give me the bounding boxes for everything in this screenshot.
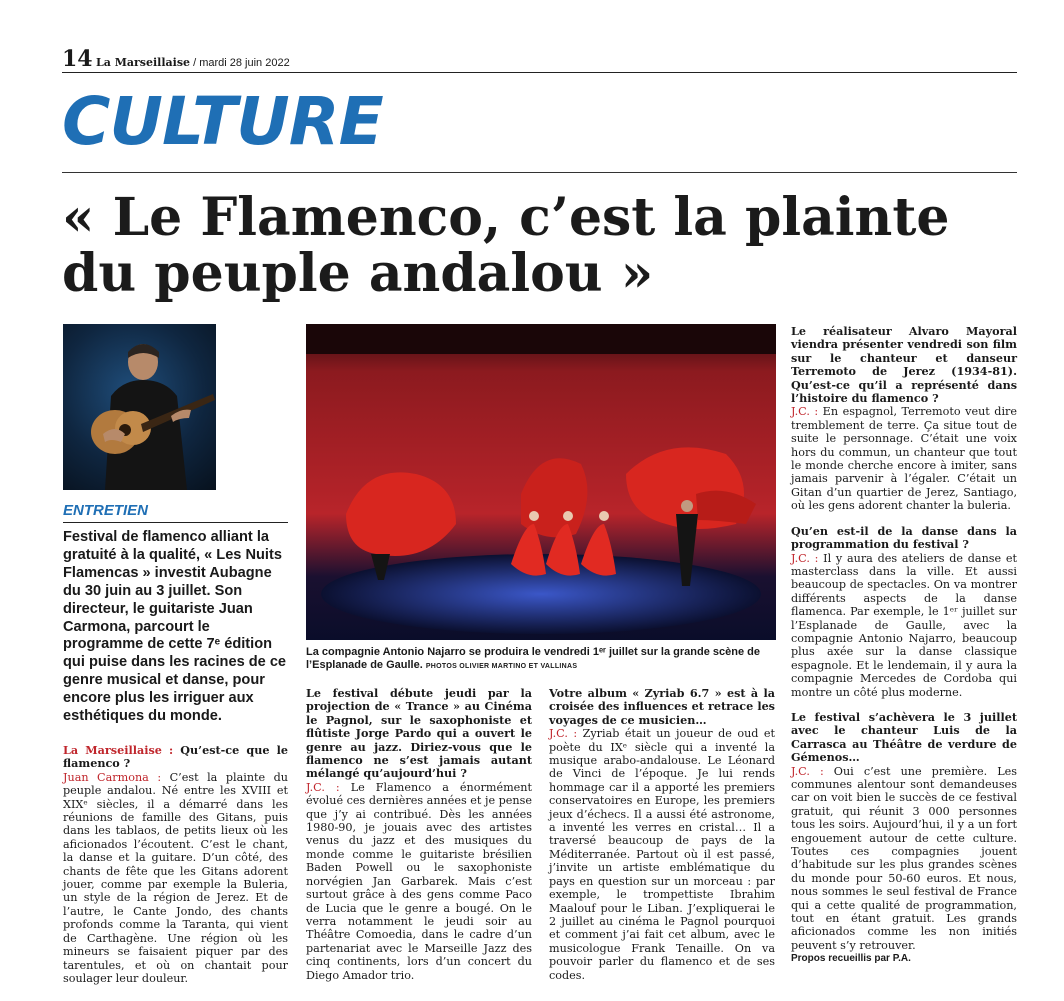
guitarist-portrait (63, 324, 216, 490)
answer-3: Zyriab était un joueur de oud et poète du IXᵉ siècle qui a inventé la musique arabo-andalouse. Le Léonard de Vinci de l’époque. Je lui rends hommage car il a apporté les premiers conservatoires en Europe, les premiers jeux d’échecs. Il a aussi été astronome, a inventé les verres en cristal… Il a traversé beaucoup de pays de la Méditerranée. Partout où il est passé, j’invite un artiste emblématique du pays en question sur un morceau : par exemple, le trompettiste Ibrahim Maalouf pour le Liban. J’expliquerai le 2 juillet au cinéma le Pagnol pourquoi et comment j’ai fait cet album, avec le musicologue Frank Tenaille. On va pouvoir parler du flamenco et de ses codes. (549, 727, 775, 982)
speaker-label: J.C. : (791, 551, 819, 565)
answer-2: Le Flamenco a énormément évolué ces dernières années et je pense que j’y ai contribué. Dès les années 1980-90, je jouais avec des artistes venus du jazz et des musiques du monde comme le guitariste brésilien Baden Powell ou le saxophoniste norvégien Jan Garbarek. Mais c’est surtout grâce à des gens comme Paco de Lucia que le genre a bougé. On le verra notamment le jeudi soir au Théâtre Comoedia, dans le cadre d’un partenariat avec le Marseille Jazz des cinq continents, lors d’un concert du Diego Amador trio. (306, 780, 532, 982)
interviewee-name: Juan Carmona : (63, 770, 162, 784)
speaker-label: J.C. : (549, 727, 578, 741)
column-3 (549, 687, 775, 982)
column-1 (63, 744, 288, 985)
paper-name: La Marseillaise (96, 56, 191, 69)
question-4: Le réalisateur Alvaro Mayoral viendra présenter vendredi son film sur le chanteur et danseur Terremoto de Jerez (1934-81). Qu’est-ce qu’il a représenté dans l’histoire du flamenco ? (791, 324, 1017, 406)
issue-date: / mardi 28 juin 2022 (193, 57, 290, 69)
answer-1: C’est la plainte du peuple andalou. Né entre les XVIII et XIXᵉ siècles, il a démarré dans les réunions de famille des Gitans, puis dans les tablaos, de petits lieux où les aficionados l’écoutent. C’est le chant, la danse et la guitare. D’un côté, des chants de fête que les Gitans adorent jouer, comme par exemple la Buleria, un style de la région de Jerez. Et de l’autre, le Cante Jondo, des chants profonds comme la Taranta, qui vient de Carthagène. Une région où les mineurs se faisaient piquer par des tarentules, et où on chantait pour soulager leur douleur. (63, 770, 288, 985)
speaker-label: J.C. : (791, 764, 824, 778)
question-6: Le festival s’achèvera le 3 juillet avec le chanteur Luis de la Carrasca au Théâtre de verdure de Gémenos… (791, 709, 1017, 765)
column-4 (791, 325, 1017, 966)
publication-line (96, 56, 290, 69)
answer-5: Il y aura des ateliers de danse et masterclass dans la ville. Et aussi beaucoup de spectacles. On va montrer différents aspects de la danse flamenca. Par exemple, le 1ᵉʳ juillet sur l’Esplanade de Gaulle, avec la compagnie Antonio Najarro, beaucoup plus axée sur la danse classique espagnole. Et le lendemain, il y aura la compagnie Mercedes de Cordoba qui montre un côté plus moderne. (791, 551, 1017, 699)
section-rule (62, 172, 1017, 173)
page-number: 14 (62, 46, 93, 72)
answer-4: En espagnol, Terremoto veut dire tremblement de terre. Ça situe tout de suite le personnage. C’était une voix hors du commun, un chanteur que tout le monde cherche encore à imiter, sans jamais parvenir à l’égaler. C’était un Gitan d’un quartier de Jerez, Santiago, où les gens adorent chanter la buleria. (791, 405, 1017, 513)
photo-caption (306, 646, 776, 673)
section-title: CULTURE (62, 83, 383, 160)
article-headline: « Le Flamenco, c’est la plainte du peuple andalou » (62, 187, 950, 304)
question-2: Le festival débute jeudi par la projection de « Trance » au Cinéma le Pagnol, sur le saxophoniste et flûtiste Jorge Pardo qui a ouvert le genre au jazz. Diriez-vous que le flamenco ne s’est jamais autant mélangé qu’aujourd’hui ? (306, 686, 532, 781)
question-1: Qu’est-ce que le flamenco ? (63, 743, 288, 771)
speaker-label: J.C. : (791, 405, 819, 419)
interviewer-name: La Marseillaise : (63, 743, 174, 757)
photo-credit: PHOTOS OLIVIER MARTINO ET VALLINAS (425, 663, 578, 670)
answer-6: Oui c’est une première. Les communes alentour sont demandeuses car on voit bien le succès de ce festival gratuit, qui réunit 3 000 personnes tous les soirs. Aujourd’hui, il y a un fort engouement autour de cette culture. Toutes ces compagnies jouent d’habitude sur les plus grandes scènes du monde pour 50-60 euros. Et nous, nous sommes le seul festival de France qui a cette qualité de programmation, tout en étant gratuit. Les grands aficionados comme les non initiés peuvent s’y retrouver. (791, 764, 1017, 952)
question-3: Votre album « Zyriab 6.7 » est à la croisée des influences et retrace les voyages de ce musicien… (549, 686, 775, 727)
column-2 (306, 687, 532, 982)
kicker-label: ENTRETIEN (63, 502, 288, 523)
question-5: Qu’en est-il de la danse dans la programmation du festival ? (791, 523, 1017, 552)
signature: Propos recueillis par P.A. (791, 953, 911, 965)
caption-text: La compagnie Antonio Najarro se produira le vendredi 1ᵉʳ juillet sur la grande scène de l’Esplanade de Gaulle. (306, 646, 760, 671)
article-intro: Festival de flamenco alliant la gratuité à la qualité, « Les Nuits Flamencas » investit Aubagne du 30 juin au 3 juillet. Son directeur, le guitariste Juan Carmona, parcourt le programme de cette 7ᵉ édition qui puise dans les racines de ce genre musical et danse, pour encore plus les irriguer aux esthétiques du monde. (63, 529, 287, 725)
speaker-label: J.C. : (306, 780, 340, 794)
stage-photo (306, 324, 776, 640)
page-header (62, 46, 1017, 73)
